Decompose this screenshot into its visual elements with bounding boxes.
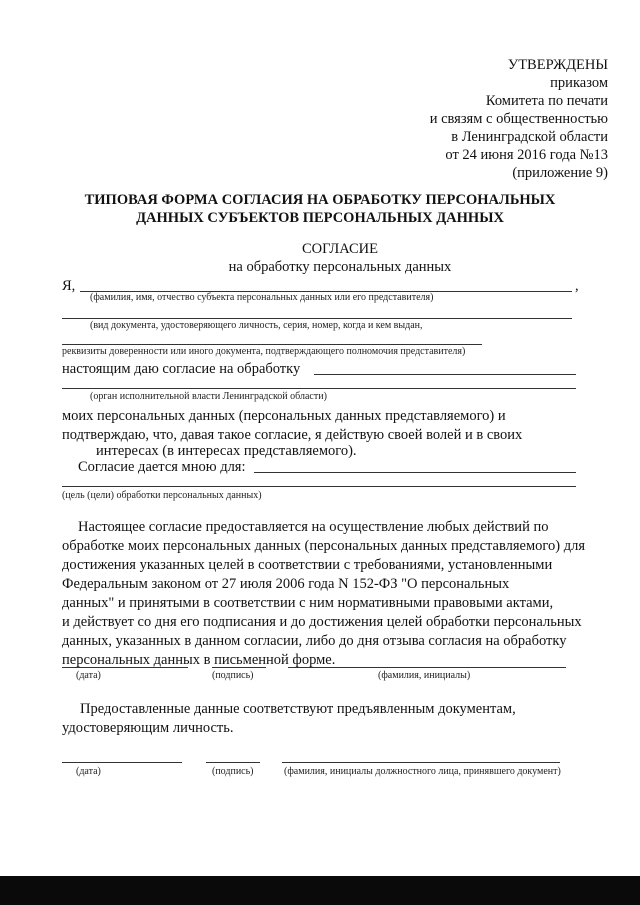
- credentials-caption: реквизиты доверенности или иного документа, подтверждающего полномочия представителя): [62, 346, 466, 357]
- date-caption: (дата): [76, 670, 101, 681]
- signature-field-line[interactable]: [212, 667, 266, 668]
- main-text-line: обработке моих персональных данных (персональных данных представляемого) для: [62, 538, 585, 554]
- approval-line: УТВЕРЖДЕНЫ: [507, 57, 608, 73]
- organ-field-line[interactable]: [314, 374, 576, 375]
- main-text-line: персональных данных в письменной форме.: [62, 652, 336, 668]
- signature-caption-2: (подпись): [212, 766, 254, 777]
- document-title-line1: ТИПОВАЯ ФОРМА СОГЛАСИЯ НА ОБРАБОТКУ ПЕРСОНАЛЬНЫХ: [84, 192, 556, 208]
- main-text-line: Федеральным законом от 27 июля 2006 года N 152-ФЗ "О персональных: [62, 576, 510, 592]
- main-text-line: достижения указанных целей в соответствии с требованиями, установленными: [62, 557, 553, 573]
- signature-caption: (подпись): [212, 670, 254, 681]
- given-for-label: Согласие дается мною для:: [78, 459, 246, 475]
- main-text-line: Настоящее согласие предоставляется на осуществление любых действий по: [78, 519, 549, 535]
- signature-field-line-2[interactable]: [206, 762, 260, 763]
- scan-border: [0, 876, 640, 905]
- approval-line: приказом: [550, 75, 608, 91]
- credentials-field-line[interactable]: [62, 344, 482, 345]
- approval-line: в Ленинградской области: [451, 129, 608, 145]
- ya-label: Я,: [62, 278, 76, 294]
- approval-line: и связям с общественностью: [429, 111, 608, 127]
- provided-line2: удостоверяющим личность.: [62, 720, 234, 736]
- date-caption-2: (дата): [76, 766, 101, 777]
- fio-caption: (фамилия, имя, отчество субъекта персональных данных или его представителя): [90, 292, 434, 303]
- name-field-line[interactable]: [288, 667, 566, 668]
- consent-heading: СОГЛАСИЕ: [301, 241, 379, 257]
- consent-subheading: на обработку персональных данных: [228, 259, 452, 275]
- date-field-line-2[interactable]: [62, 762, 182, 763]
- purpose-field-line[interactable]: [254, 472, 576, 473]
- give-consent-text: настоящим даю согласие на обработку: [62, 361, 301, 377]
- approval-line: от 24 июня 2016 года №13: [445, 147, 608, 163]
- para1-line3: интересах (в интересах представляемого).: [96, 443, 357, 459]
- approval-line: Комитета по печати: [485, 93, 608, 109]
- main-text-line: данных, указанных в данном согласии, либо до дня отзыва согласия на обработку: [62, 633, 567, 649]
- main-text-line: и действует со дня его подписания и до достижения целей обработки персональных: [62, 614, 582, 630]
- date-field-line[interactable]: [62, 667, 188, 668]
- name-caption: (фамилия, инициалы): [378, 670, 471, 681]
- para1-line1: моих персональных данных (персональных данных представляемого) и: [62, 408, 506, 424]
- document-field-line[interactable]: [62, 318, 572, 319]
- document-title-line2: ДАННЫХ СУБЪЕКТОВ ПЕРСОНАЛЬНЫХ ДАННЫХ: [136, 210, 504, 226]
- provided-line1: Предоставленные данные соответствуют предъявленным документам,: [80, 701, 516, 717]
- comma: ,: [575, 278, 579, 294]
- purpose-field-line-2[interactable]: [62, 486, 576, 487]
- document-caption: (вид документа, удостоверяющего личность, серия, номер, когда и кем выдан,: [90, 320, 423, 331]
- organ-field-line-2[interactable]: [62, 388, 576, 389]
- approval-line: (приложение 9): [512, 165, 608, 181]
- para1-line2: подтверждаю, что, давая такое согласие, я действую своей волей и в своих: [62, 427, 523, 443]
- official-name-caption: (фамилия, инициалы должностного лица, принявшего документ): [284, 766, 561, 777]
- official-name-field-line[interactable]: [282, 762, 560, 763]
- main-text-line: данных" и принятыми в соответствии с ним нормативными правовыми актами,: [62, 595, 554, 611]
- purpose-caption: (цель (цели) обработки персональных данных): [62, 490, 262, 501]
- organ-caption: (орган исполнительной власти Ленинградской области): [90, 391, 327, 402]
